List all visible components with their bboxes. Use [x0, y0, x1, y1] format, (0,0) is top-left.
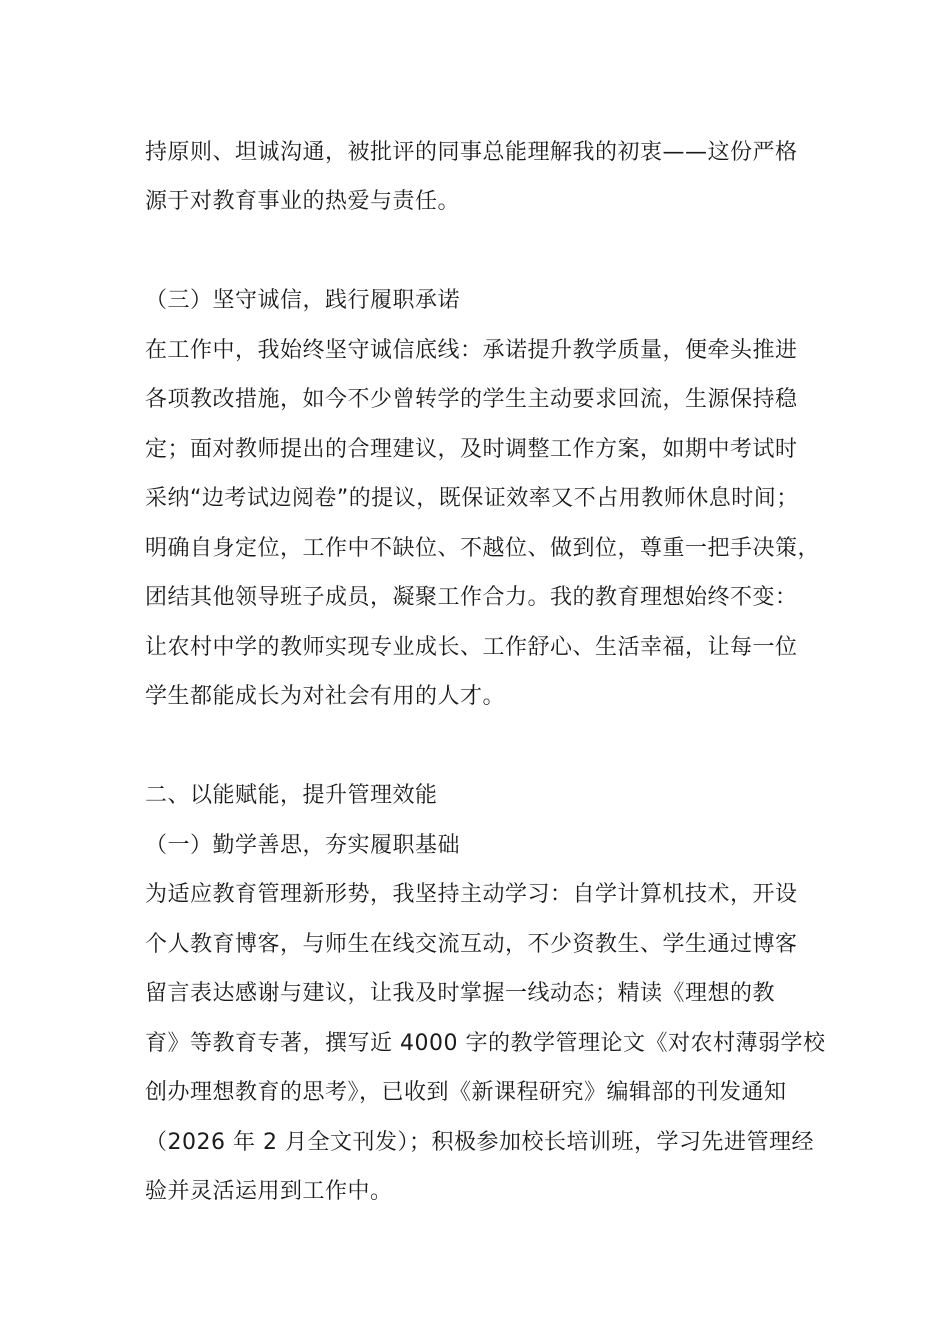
paragraph-line: 创办理想教育的思考》，已收到《新课程研究》编辑部的刊发通知: [145, 1080, 787, 1105]
section-heading: （一）勤学善思，夯实履职基础: [145, 833, 461, 858]
paragraph-line: 持原则、坦诚沟通，被批评的同事总能理解我的初衷——这份严格: [145, 140, 798, 165]
paragraph-line: 留言表达感谢与建议，让我及时掌握一线动态；精读《理想的教: [145, 981, 776, 1006]
paragraph-line: 明确自身定位，工作中不缺位、不越位、做到位，尊重一把手决策，: [145, 536, 821, 561]
paragraph-line: 验并灵活运用到工作中。: [145, 1179, 393, 1204]
paragraph-line: 为适应教育管理新形势，我坚持主动学习：自学计算机技术，开设: [145, 882, 798, 907]
paragraph-line: 在工作中，我始终坚守诚信底线：承诺提升教学质量，便牵头推进: [145, 338, 798, 363]
paragraph-line: 育》等教育专著，撰写近 4000 字的教学管理论文《对农村薄弱学校: [145, 1031, 826, 1056]
paragraph-line: 源于对教育事业的热爱与责任。: [145, 189, 461, 214]
paragraph-line: 个人教育博客，与师生在线交流互动，不少资教生、学生通过博客: [145, 932, 798, 957]
paragraph-line: 定；面对教师提出的合理建议，及时调整工作方案，如期中考试时: [145, 437, 798, 462]
paragraph-line: 团结其他领导班子成员，凝聚工作合力。我的教育理想始终不变：: [145, 585, 798, 610]
chapter-heading: 二、以能赋能，提升管理效能: [145, 783, 438, 808]
paragraph-line: 采纳“边考试边阅卷”的提议，既保证效率又不占用教师休息时间；: [145, 486, 799, 511]
section-heading: （三）坚守诚信，践行履职承诺: [145, 288, 461, 313]
paragraph-line: 让农村中学的教师实现专业成长、工作舒心、生活幸福，让每一位: [145, 635, 798, 660]
paragraph-line: 各项教改措施，如今不少曾转学的学生主动要求回流，生源保持稳: [145, 387, 798, 412]
paragraph-line: （2026 年 2 月全文刊发）；积极参加校长培训班，学习先进管理经: [145, 1130, 814, 1155]
paragraph-line: 学生都能成长为对社会有用的人才。: [145, 684, 506, 709]
